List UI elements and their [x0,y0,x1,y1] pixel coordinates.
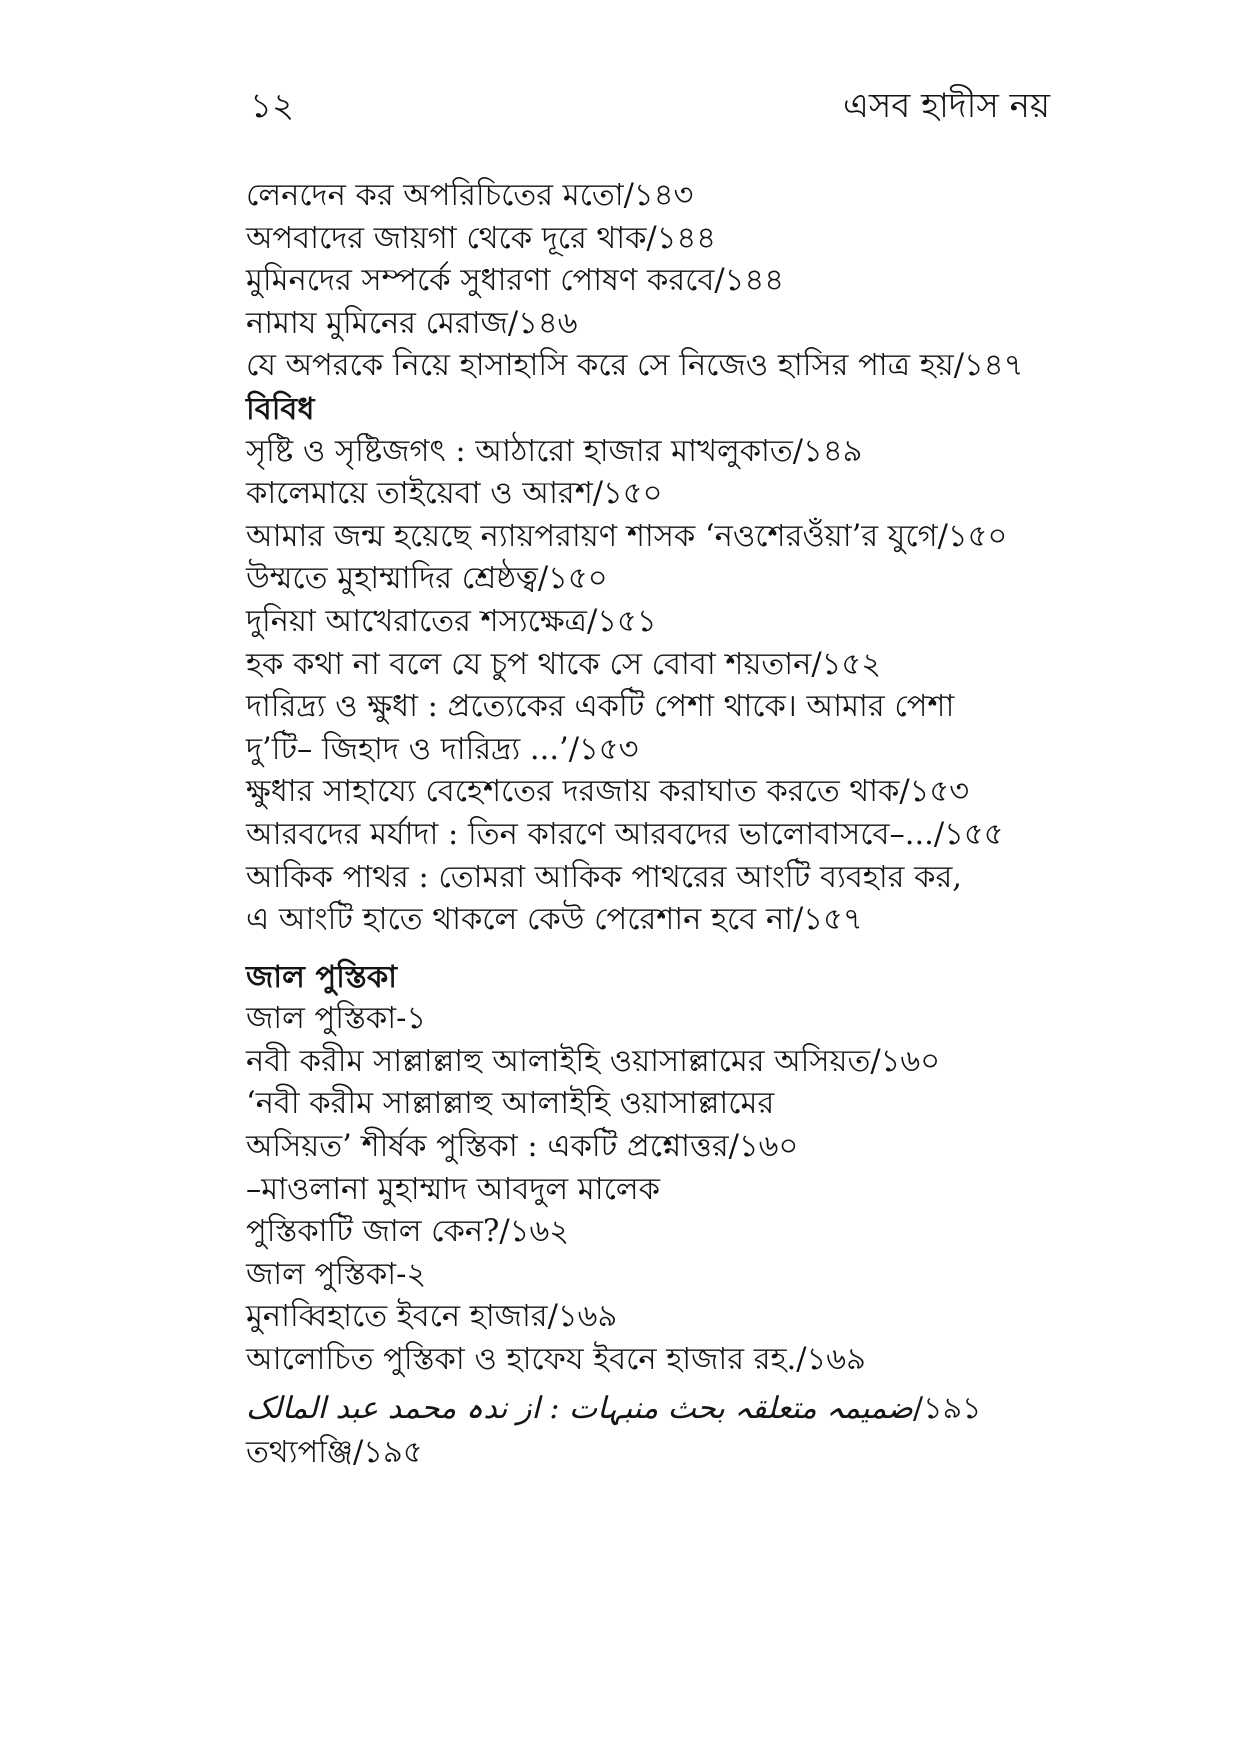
toc-entry: আকিক পাথর : তোমরা আকিক পাথরের আংটি ব্যবহার কর, [246,859,962,895]
toc-entry: জাল পুস্তিকা-২ [246,1256,427,1292]
toc-entry: অপবাদের জায়গা থেকে দূরে থাক/১৪৪ [246,220,717,256]
toc-entry-urdu [246,1386,1166,1432]
toc-entry: ‘নবী করীম সাল্লাল্লাহু আলাইহি ওয়াসাল্লামের [246,1086,775,1122]
urdu-page-ref: /১৯১ [913,1390,982,1426]
toc-entry: হক কথা না বলে যে চুপ থাকে সে বোবা শয়তান/১৫২ [246,646,882,682]
toc-entry: উম্মতে মুহাম্মাদির শ্রেষ্ঠত্ব/১৫০ [246,561,608,597]
toc-entry: মুমিনদের সম্পর্কে সুধারণা পোষণ করবে/১৪৪ [246,263,785,299]
toc-entry: যে অপরকে নিয়ে হাসাহাসি করে সে নিজেও হাসির পাত্র হয়/১৪৭ [246,348,1024,384]
table-of-contents [246,175,1166,1474]
page-number: ১২ [250,86,295,126]
toc-entry: লেনদেন কর অপরিচিতের মতো/১৪৩ [246,178,694,213]
toc-entry: আমার জন্ম হয়েছে ন্যায়পরায়ণ শাসক ‘নওশেরওঁয়া’র যুগে/১৫০ [246,518,1008,554]
toc-entry: দারিদ্র্য ও ক্ষুধা : প্রত্যেকের একটি পেশা থাকে। আমার পেশা [246,689,955,725]
urdu-title: ضمیمہ متعلقہ بحث منبہات : از ندہ محمد عبد المالک [246,1390,913,1426]
section-heading: বিবিধ [246,390,315,427]
toc-entry: আরবদের মর্যাদা : তিন কারণে আরবদের ভালোবাসবে–.../১৫৫ [246,816,1004,852]
toc-entry: আলোচিত পুস্তিকা ও হাফেয ইবনে হাজার রহ./১৬৯ [246,1342,866,1378]
toc-entry: নামায মুমিনের মেরাজ/১৪৬ [246,305,578,341]
toc-entry: ক্ষুধার সাহায্যে বেহেশতের দরজায় করাঘাত করতে থাক/১৫৩ [246,774,970,810]
running-title: এসব হাদীস নয় [843,86,1050,126]
toc-entries [246,175,1166,1382]
toc-entry: সৃষ্টি ও সৃষ্টিজগৎ : আঠারো হাজার মাখলুকাত/১৪৯ [246,433,863,469]
toc-entry: কালেমায়ে তাইয়েবা ও আরশ/১৫০ [246,476,663,512]
section-heading: জাল পুস্তিকা [246,958,398,995]
page-header [250,80,1050,140]
toc-entry: মুনাব্বিহাতে ইবনে হাজার/১৬৯ [246,1299,618,1335]
toc-entry: নবী করীম সাল্লাল্লাহু আলাইহি ওয়াসাল্লামের অসিয়ত/১৬০ [246,1043,941,1079]
toc-entry: দু’টি– জিহাদ ও দারিদ্র্য ...’/১৫৩ [246,731,639,767]
toc-entry: অসিয়ত’ শীর্ষক পুস্তিকা : একটি প্রশ্নোত্তর/১৬০ [246,1129,799,1165]
toc-entry: দুনিয়া আখেরাতের শস্যক্ষেত্র/১৫১ [246,603,657,639]
toc-entry: পুস্তিকাটি জাল কেন?/১৬২ [246,1214,570,1250]
toc-entry: –মাওলানা মুহাম্মাদ আবদুল মালেক [246,1171,660,1207]
toc-entry: জাল পুস্তিকা-১ [246,1001,427,1037]
toc-entry-bibliography: তথ্যপঞ্জি/১৯৫ [246,1434,423,1470]
toc-entry: এ আংটি হাতে থাকলে কেউ পেরেশান হবে না/১৫৭ [246,902,863,938]
